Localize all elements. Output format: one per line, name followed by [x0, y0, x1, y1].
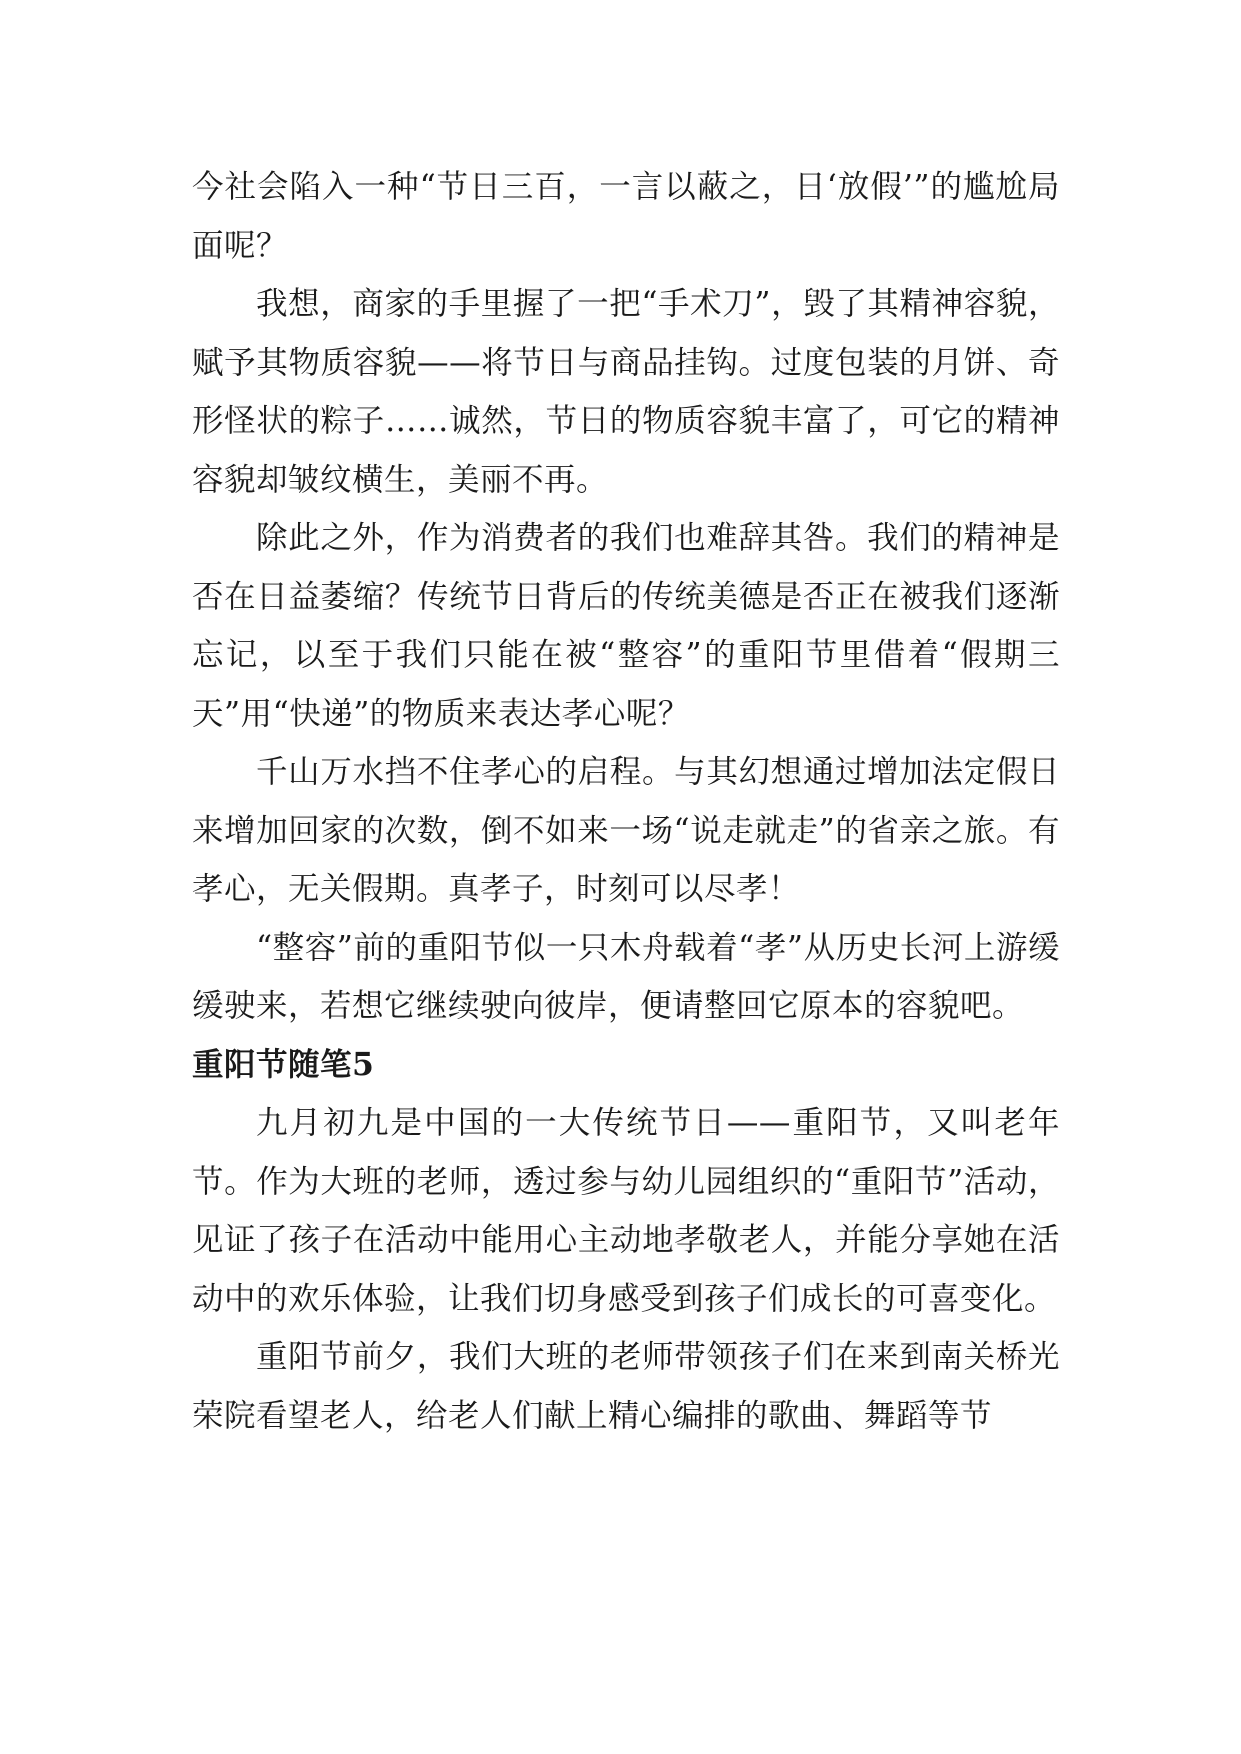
paragraph-continuation: 今社会陷入一种“节日三百，一言以蔽之，日‘放假’”的尴尬局面呢？	[192, 169, 1060, 264]
paragraph: 九月初九是中国的一大传统节日——重阳节，又叫老年节。作为大班的老师，透过参与幼儿园组织的“重阳节”活动，见证了孩子在活动中能用心主动地孝敬老人，并能分享她在活动中的欢乐体验，让我们切身感受到孩子们成长的可喜变化。	[192, 1105, 1060, 1317]
paragraph: 除此之外，作为消费者的我们也难辞其咎。我们的精神是否在日益萎缩？传统节日背后的传统美德是否正在被我们逐渐忘记，以至于我们只能在被“整容”的重阳节里借着“假期三天”用“快递”的物质来表达孝心呢？	[192, 520, 1060, 732]
document-page	[192, 158, 1060, 1445]
paragraph: 千山万水挡不住孝心的启程。与其幻想通过增加法定假日来增加回家的次数，倒不如来一场“说走就走”的省亲之旅。有孝心，无关假期。真孝子，时刻可以尽孝！	[192, 754, 1060, 907]
paragraph: 重阳节前夕，我们大班的老师带领孩子们在来到南关桥光荣院看望老人，给老人们献上精心编排的歌曲、舞蹈等节	[192, 1339, 1060, 1434]
paragraph: 我想，商家的手里握了一把“手术刀”，毁了其精神容貌，赋予其物质容貌——将节日与商品挂钩。过度包装的月饼、奇形怪状的粽子……诚然，节日的物质容貌丰富了，可它的精神容貌却皱纹横生，美丽不再。	[192, 286, 1060, 498]
paragraph: “整容”前的重阳节似一只木舟载着“孝”从历史长河上游缓缓驶来，若想它继续驶向彼岸，便请整回它原本的容貌吧。	[192, 929, 1060, 1024]
section-title: 重阳节随笔5	[192, 1045, 375, 1083]
